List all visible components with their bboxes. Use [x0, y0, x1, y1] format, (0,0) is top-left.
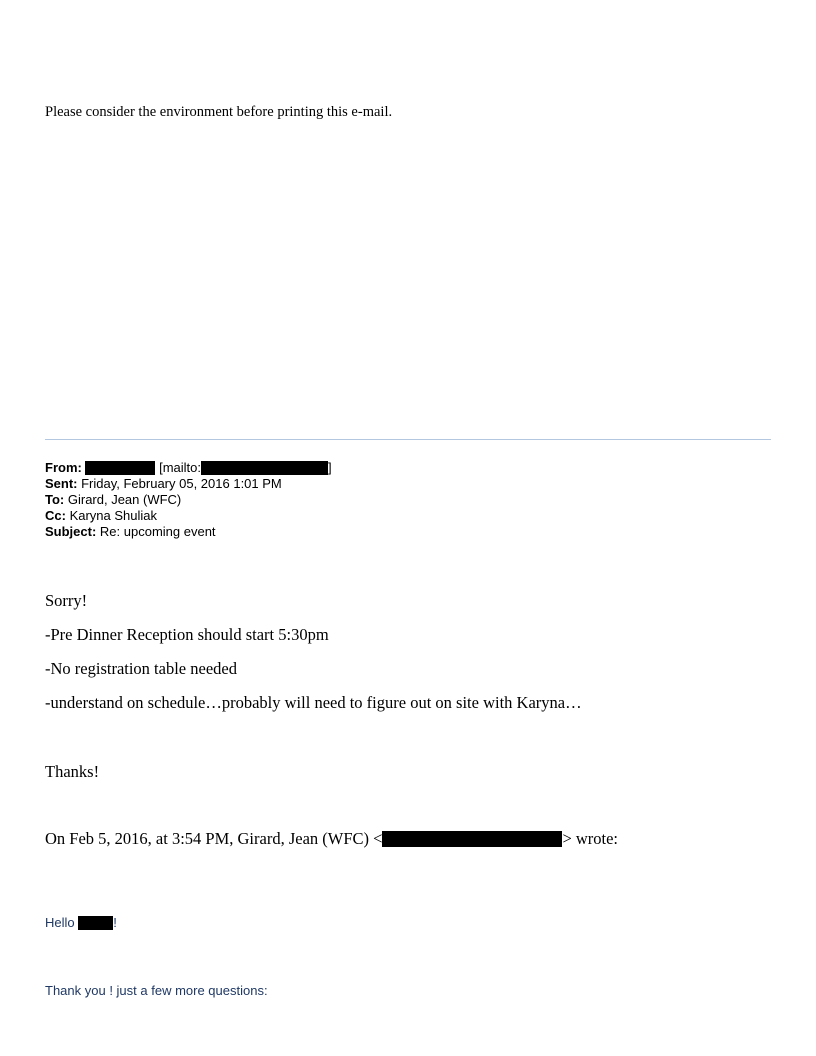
environment-note: Please consider the environment before printing this e-mail.: [45, 104, 393, 120]
redacted-recipient-email: [382, 831, 562, 847]
to-label: To:: [45, 492, 65, 507]
redacted-sender-name: [85, 461, 155, 475]
mailto-prefix: [mailto:: [155, 460, 201, 475]
sent-row: [45, 476, 332, 492]
email-header: [45, 460, 332, 540]
quote-intro-prefix: On Feb 5, 2016, at 3:54 PM, Girard, Jean (WFC) <: [45, 829, 383, 848]
sent-value: Friday, February 05, 2016 1:01 PM: [77, 476, 282, 491]
message-divider: [45, 439, 771, 440]
from-row: [45, 460, 332, 476]
quote-intro-suffix: > wrote:: [562, 829, 619, 848]
quoted-hello-line: [45, 915, 117, 931]
quote-intro-line: [45, 829, 618, 849]
quoted-thanks-line: Thank you ! just a few more questions:: [45, 983, 268, 998]
redacted-greeting-name: [78, 916, 113, 930]
cc-value: Karyna Shuliak: [65, 508, 158, 523]
body-line-registration: -No registration table needed: [45, 659, 237, 678]
from-label: From:: [45, 460, 82, 475]
subject-label: Subject:: [45, 524, 97, 539]
quoted-hello-prefix: Hello: [45, 915, 79, 930]
cc-label: Cc:: [45, 508, 66, 523]
mailto-suffix: ]: [327, 460, 332, 475]
subject-row: [45, 524, 332, 540]
body-line-reception: -Pre Dinner Reception should start 5:30pm: [45, 625, 329, 644]
to-value: Girard, Jean (WFC): [64, 492, 182, 507]
cc-row: [45, 508, 332, 524]
subject-value: Re: upcoming event: [96, 524, 216, 539]
redacted-sender-email: [201, 461, 328, 475]
sent-label: Sent:: [45, 476, 78, 491]
body-line-schedule: -understand on schedule…probably will need to figure out on site with Karyna…: [45, 693, 582, 712]
to-row: [45, 492, 332, 508]
body-line-sorry: Sorry!: [45, 591, 88, 610]
body-line-thanks: Thanks!: [45, 762, 100, 781]
quoted-hello-suffix: !: [113, 915, 117, 930]
